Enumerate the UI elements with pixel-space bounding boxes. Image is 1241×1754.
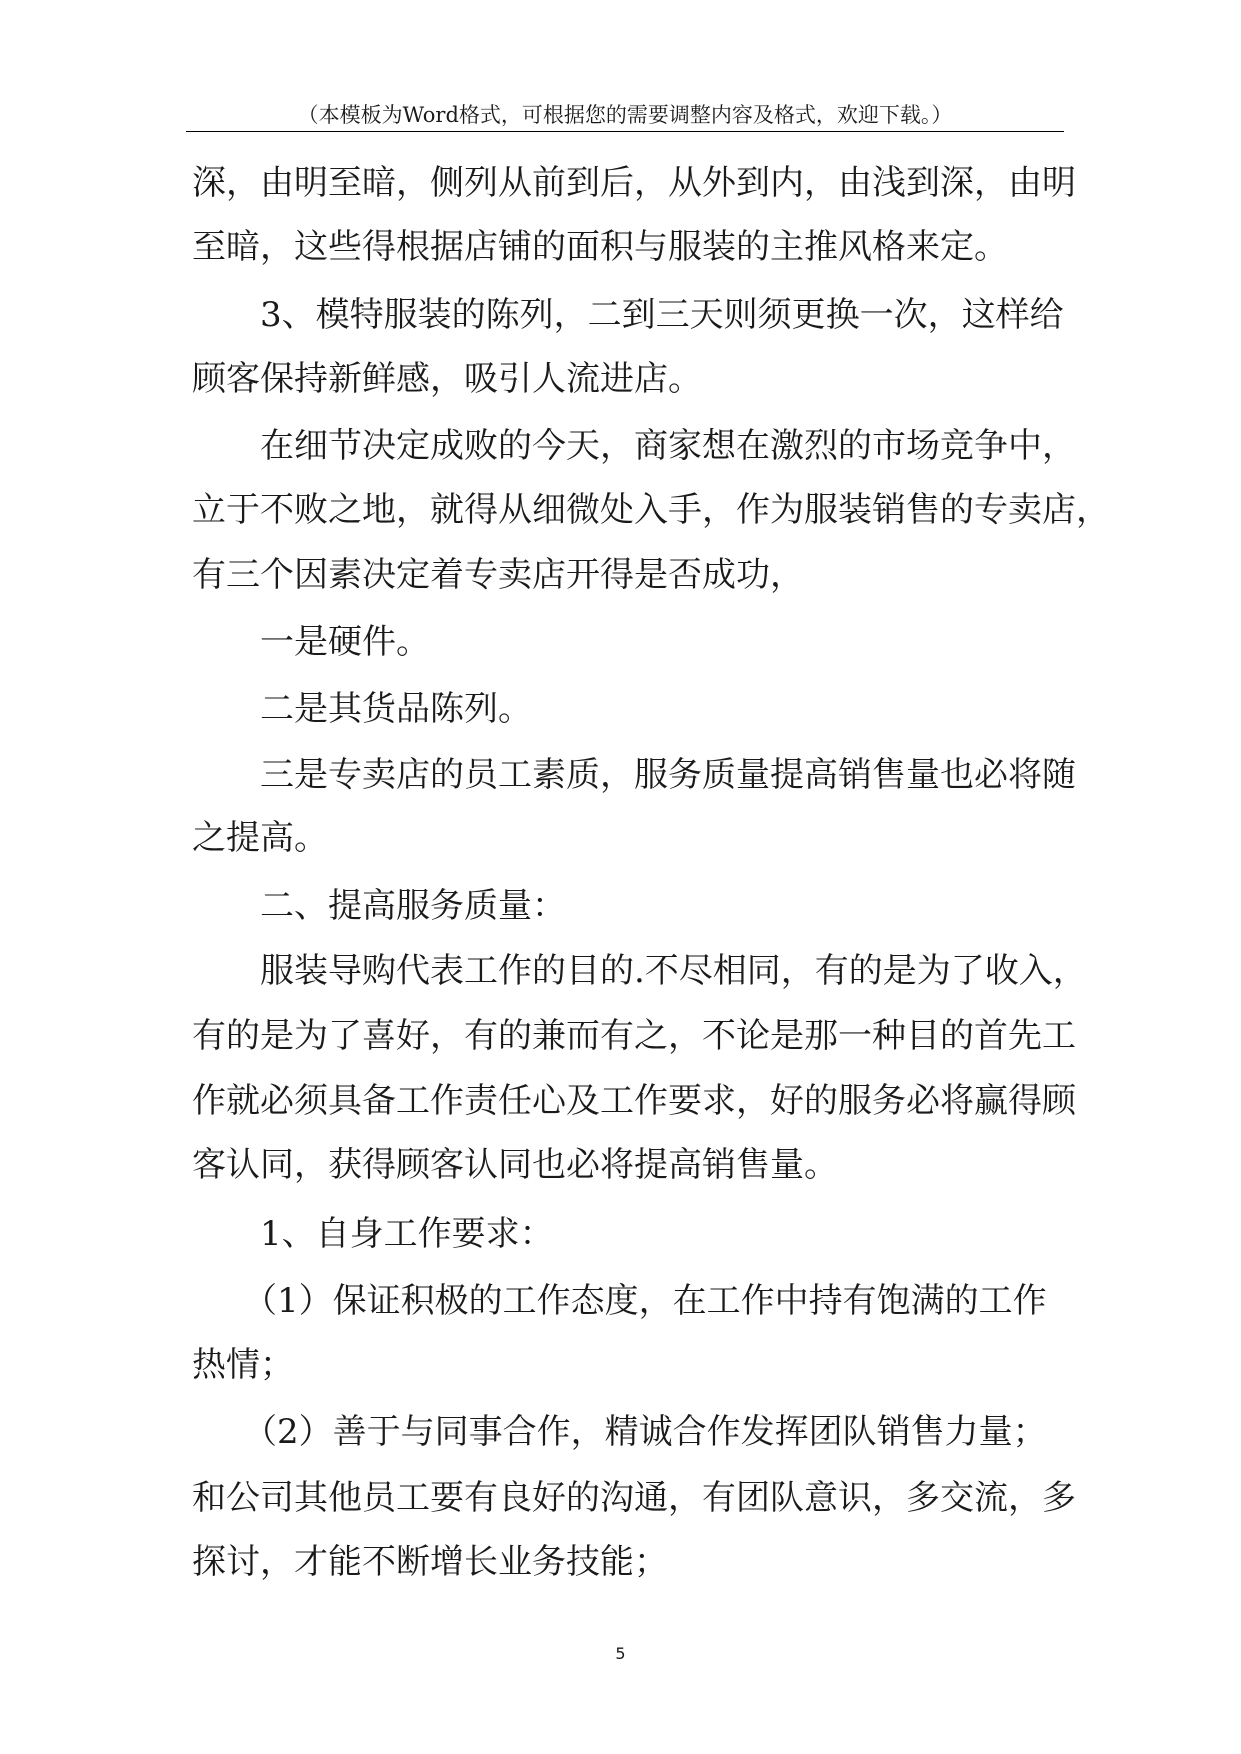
body-line: 至暗，这些得根据店铺的面积与服装的主推风格来定。 bbox=[192, 227, 1008, 267]
body-line: 探讨，才能不断增长业务技能； bbox=[192, 1542, 668, 1582]
body-line: 热情； bbox=[192, 1345, 294, 1385]
body-line: （2）善于与同事合作，精诚合作发挥团队销售力量； bbox=[192, 1412, 1047, 1452]
body-line: 和公司其他员工要有良好的沟通，有团队意识，多交流，多 bbox=[192, 1478, 1076, 1518]
body-line: 3、模特服装的陈列，二到三天则须更换一次，这样给 bbox=[192, 295, 1064, 335]
body-line: 立于不败之地，就得从细微处入手，作为服装销售的专卖店， bbox=[192, 490, 1110, 530]
page-header-note: （本模板为Word格式，可根据您的需要调整内容及格式，欢迎下载。） bbox=[297, 103, 953, 127]
body-line: 作就必须具备工作责任心及工作要求，好的服务必将赢得顾 bbox=[192, 1081, 1076, 1121]
body-line: 一是硬件。 bbox=[192, 622, 430, 662]
body-line: 1、自身工作要求： bbox=[192, 1214, 554, 1254]
body-line: 在细节决定成败的今天，商家想在激烈的市场竞争中， bbox=[192, 426, 1076, 466]
body-line: （1）保证积极的工作态度，在工作中持有饱满的工作 bbox=[192, 1281, 1047, 1321]
body-line: 二是其货品陈列。 bbox=[192, 689, 532, 729]
body-line: 二、提高服务质量： bbox=[192, 886, 566, 926]
body-line: 之提高。 bbox=[192, 818, 328, 858]
body-line: 服装导购代表工作的目的.不尽相同，有的是为了收入， bbox=[192, 951, 1087, 991]
body-line: 深，由明至暗，侧列从前到后，从外到内，由浅到深，由明 bbox=[192, 163, 1076, 203]
body-line: 有三个因素决定着专卖店开得是否成功， bbox=[192, 555, 804, 595]
header-divider bbox=[186, 131, 1064, 132]
body-line: 顾客保持新鲜感，吸引人流进店。 bbox=[192, 359, 702, 399]
body-line: 有的是为了喜好，有的兼而有之，不论是那一种目的首先工 bbox=[192, 1016, 1076, 1056]
body-line: 三是专卖店的员工素质，服务质量提高销售量也必将随 bbox=[192, 755, 1076, 795]
body-line: 客认同，获得顾客认同也必将提高销售量。 bbox=[192, 1145, 838, 1185]
page-number: 5 bbox=[615, 1644, 626, 1663]
